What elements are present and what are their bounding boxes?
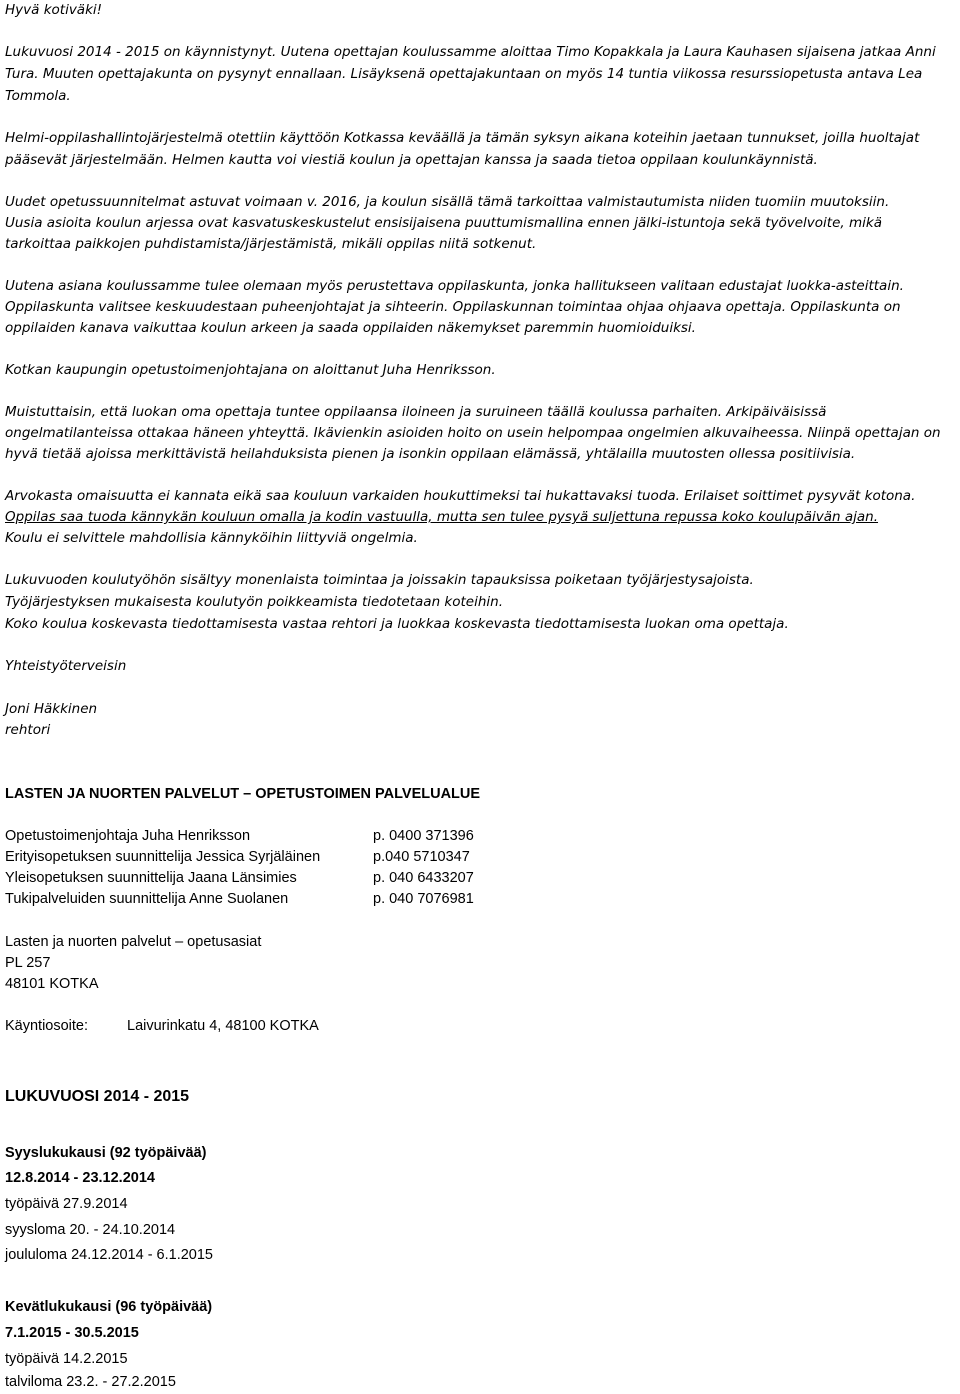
paragraph-4-line-1: Uutena asiana koulussamme tulee olemaan myös perustettava oppilaskunta, jonka hallitukseen valitaan edustajat luokka-asteittain. xyxy=(5,278,904,294)
paragraph-3-line-1: Uudet opetussuunnitelmat astuvat voimaan v. 2016, ja koulun sisällä tämä tarkoittaa valmistautumista niiden tuomiin muutoksiin. xyxy=(5,194,890,210)
contact-role: Yleisopetuksen suunnittelija Jaana Länsimies xyxy=(5,870,297,886)
contact-row xyxy=(5,847,565,867)
schoolyear-heading: LUKUVUOSI 2014 - 2015 xyxy=(5,1088,190,1105)
paragraph-8-line-1: Lukuvuoden koulutyöhön sisältyy monenlaista toimintaa ja joissakin tapauksissa poiketaan työjärjestysajoista. xyxy=(5,572,754,588)
paragraph-8-line-2: Työjärjestyksen mukaisesta koulutyön poikkeamista tiedotetaan koteihin. xyxy=(5,594,504,610)
paragraph-3-line-3: tarkoittaa paikkojen puhdistamista/järjestämistä, mikäli oppilas niitä sotkenut. xyxy=(5,236,537,252)
address-line-3: 48101 KOTKA xyxy=(5,976,99,992)
paragraph-7-line-3: Koulu ei selvittele mahdollisia kännyköihin liittyviä ongelmia. xyxy=(5,530,418,546)
paragraph-5: Kotkan kaupungin opetustoimenjohtajana on aloittanut Juha Henriksson. xyxy=(5,362,496,378)
contact-row xyxy=(5,826,565,846)
contact-role: Erityisopetuksen suunnittelija Jessica Syrjäläinen xyxy=(5,849,321,865)
autumn-item: työpäivä 27.9.2014 xyxy=(5,1196,128,1212)
paragraph-6-line-2: ongelmatilanteissa ottakaa häneen yhteyttä. Ikävienkin asioiden hoito on usein helpompaa ongelmien alkuvaiheessa. Niinpä opettajan on xyxy=(5,425,941,441)
paragraph-6-line-3: hyvä tietää ajoissa merkittävistä heilahduksista pienen ja isonkin oppilaan elämässä, yhtälailla muutosten ollessa positiivisia. xyxy=(5,446,856,462)
paragraph-4-line-2: Oppilaskunta valitsee keskuudestaan puheenjohtajat ja sihteerin. Oppilaskunnan toimintaa ohjaa ohjaava opettaja. Oppilaskunta on xyxy=(5,299,901,315)
contact-phone: p. 0400 371396 xyxy=(373,828,474,844)
signer-name: Joni Häkkinen xyxy=(5,701,98,717)
paragraph-6-line-1: Muistuttaisin, että luokan oma opettaja tuntee oppilaansa iloineen ja suruineen täällä koulussa parhaiten. Arkipäiväisissä xyxy=(5,404,827,420)
closing: Yhteistyöterveisin xyxy=(5,658,127,674)
paragraph-8-line-3: Koko koulua koskevasta tiedottamisesta vastaa rehtori ja luokkaa koskevasta tiedottamisesta luokan oma opettaja. xyxy=(5,616,789,632)
services-heading: LASTEN JA NUORTEN PALVELUT – OPETUSTOIMEN PALVELUALUE xyxy=(5,786,481,802)
visiting-address-label: Käyntiosoite: xyxy=(5,1018,89,1034)
autumn-term-dates: 12.8.2014 - 23.12.2014 xyxy=(5,1170,155,1186)
paragraph-7-line-2-underlined: Oppilas saa tuoda kännykän kouluun omalla ja kodin vastuulla, mutta sen tulee pysyä suljettuna repussa koko koulupäivän ajan. xyxy=(5,509,879,525)
spring-term-title: Kevätlukukausi (96 työpäivää) xyxy=(5,1299,213,1315)
paragraph-3-line-2: Uusia asioita koulun arjessa ovat kasvatuskeskustelut ensisijaisena puuttumismallina ennen jälki-istuntoja sekä työvelvoite, mikä xyxy=(5,215,882,231)
paragraph-2-line-2: pääsevät järjestelmään. Helmen kautta voi viestiä koulun ja opettajan kanssa ja saada tietoa oppilaan koulunkäynnistä. xyxy=(5,152,818,168)
contact-row xyxy=(5,889,565,909)
greeting: Hyvä kotiväki! xyxy=(5,2,103,18)
paragraph-7-line-1: Arvokasta omaisuutta ei kannata eikä saa kouluun varkaiden houkuttimeksi tai hukattavaksi tuoda. Erilaiset soittimet pysyvät kotona. xyxy=(5,488,916,504)
contact-role: Opetustoimenjohtaja Juha Henriksson xyxy=(5,828,251,844)
autumn-item: syysloma 20. - 24.10.2014 xyxy=(5,1222,176,1238)
visiting-address-value: Laivurinkatu 4, 48100 KOTKA xyxy=(127,1018,319,1034)
paragraph-1-line-3: Tommola. xyxy=(5,88,71,104)
contact-row xyxy=(5,868,565,888)
autumn-term-title: Syyslukukausi (92 työpäivää) xyxy=(5,1145,207,1161)
contact-role: Tukipalveluiden suunnittelija Anne Suolanen xyxy=(5,891,289,907)
spring-term-dates: 7.1.2015 - 30.5.2015 xyxy=(5,1325,139,1341)
signer-title: rehtori xyxy=(5,722,51,738)
contact-phone: p.040 5710347 xyxy=(373,849,470,865)
autumn-item: joululoma 24.12.2014 - 6.1.2015 xyxy=(5,1247,213,1263)
paragraph-2-line-1: Helmi-oppilashallintojärjestelmä otettiin käyttöön Kotkassa keväällä ja tämän syksyn aikana koteihin jaetaan tunnukset, joilla huoltajat xyxy=(5,130,920,146)
address-line-2: PL 257 xyxy=(5,955,51,971)
address-line-1: Lasten ja nuorten palvelut – opetusasiat xyxy=(5,934,262,950)
contact-phone: p. 040 6433207 xyxy=(373,870,474,886)
contact-phone: p. 040 7076981 xyxy=(373,891,474,907)
spring-item: työpäivä 14.2.2015 xyxy=(5,1351,128,1367)
paragraph-4-line-3: oppilaiden kanava vaikuttaa koulun arkeen ja saada oppilaiden näkemykset paremmin huomioiduiksi. xyxy=(5,320,696,336)
paragraph-1-line-2: Tura. Muuten opettajakunta on pysynyt ennallaan. Lisäyksenä opettajakuntaan on myös 14 tuntia viikossa resurssiopetusta antava Lea xyxy=(5,66,923,82)
spring-item: talviloma 23.2. - 27.2.2015 xyxy=(5,1374,176,1390)
paragraph-1-line-1: Lukuvuosi 2014 - 2015 on käynnistynyt. Uutena opettajan koulussamme aloittaa Timo Kopakkala ja Laura Kauhasen sijaisena jatkaa Anni xyxy=(5,44,936,60)
